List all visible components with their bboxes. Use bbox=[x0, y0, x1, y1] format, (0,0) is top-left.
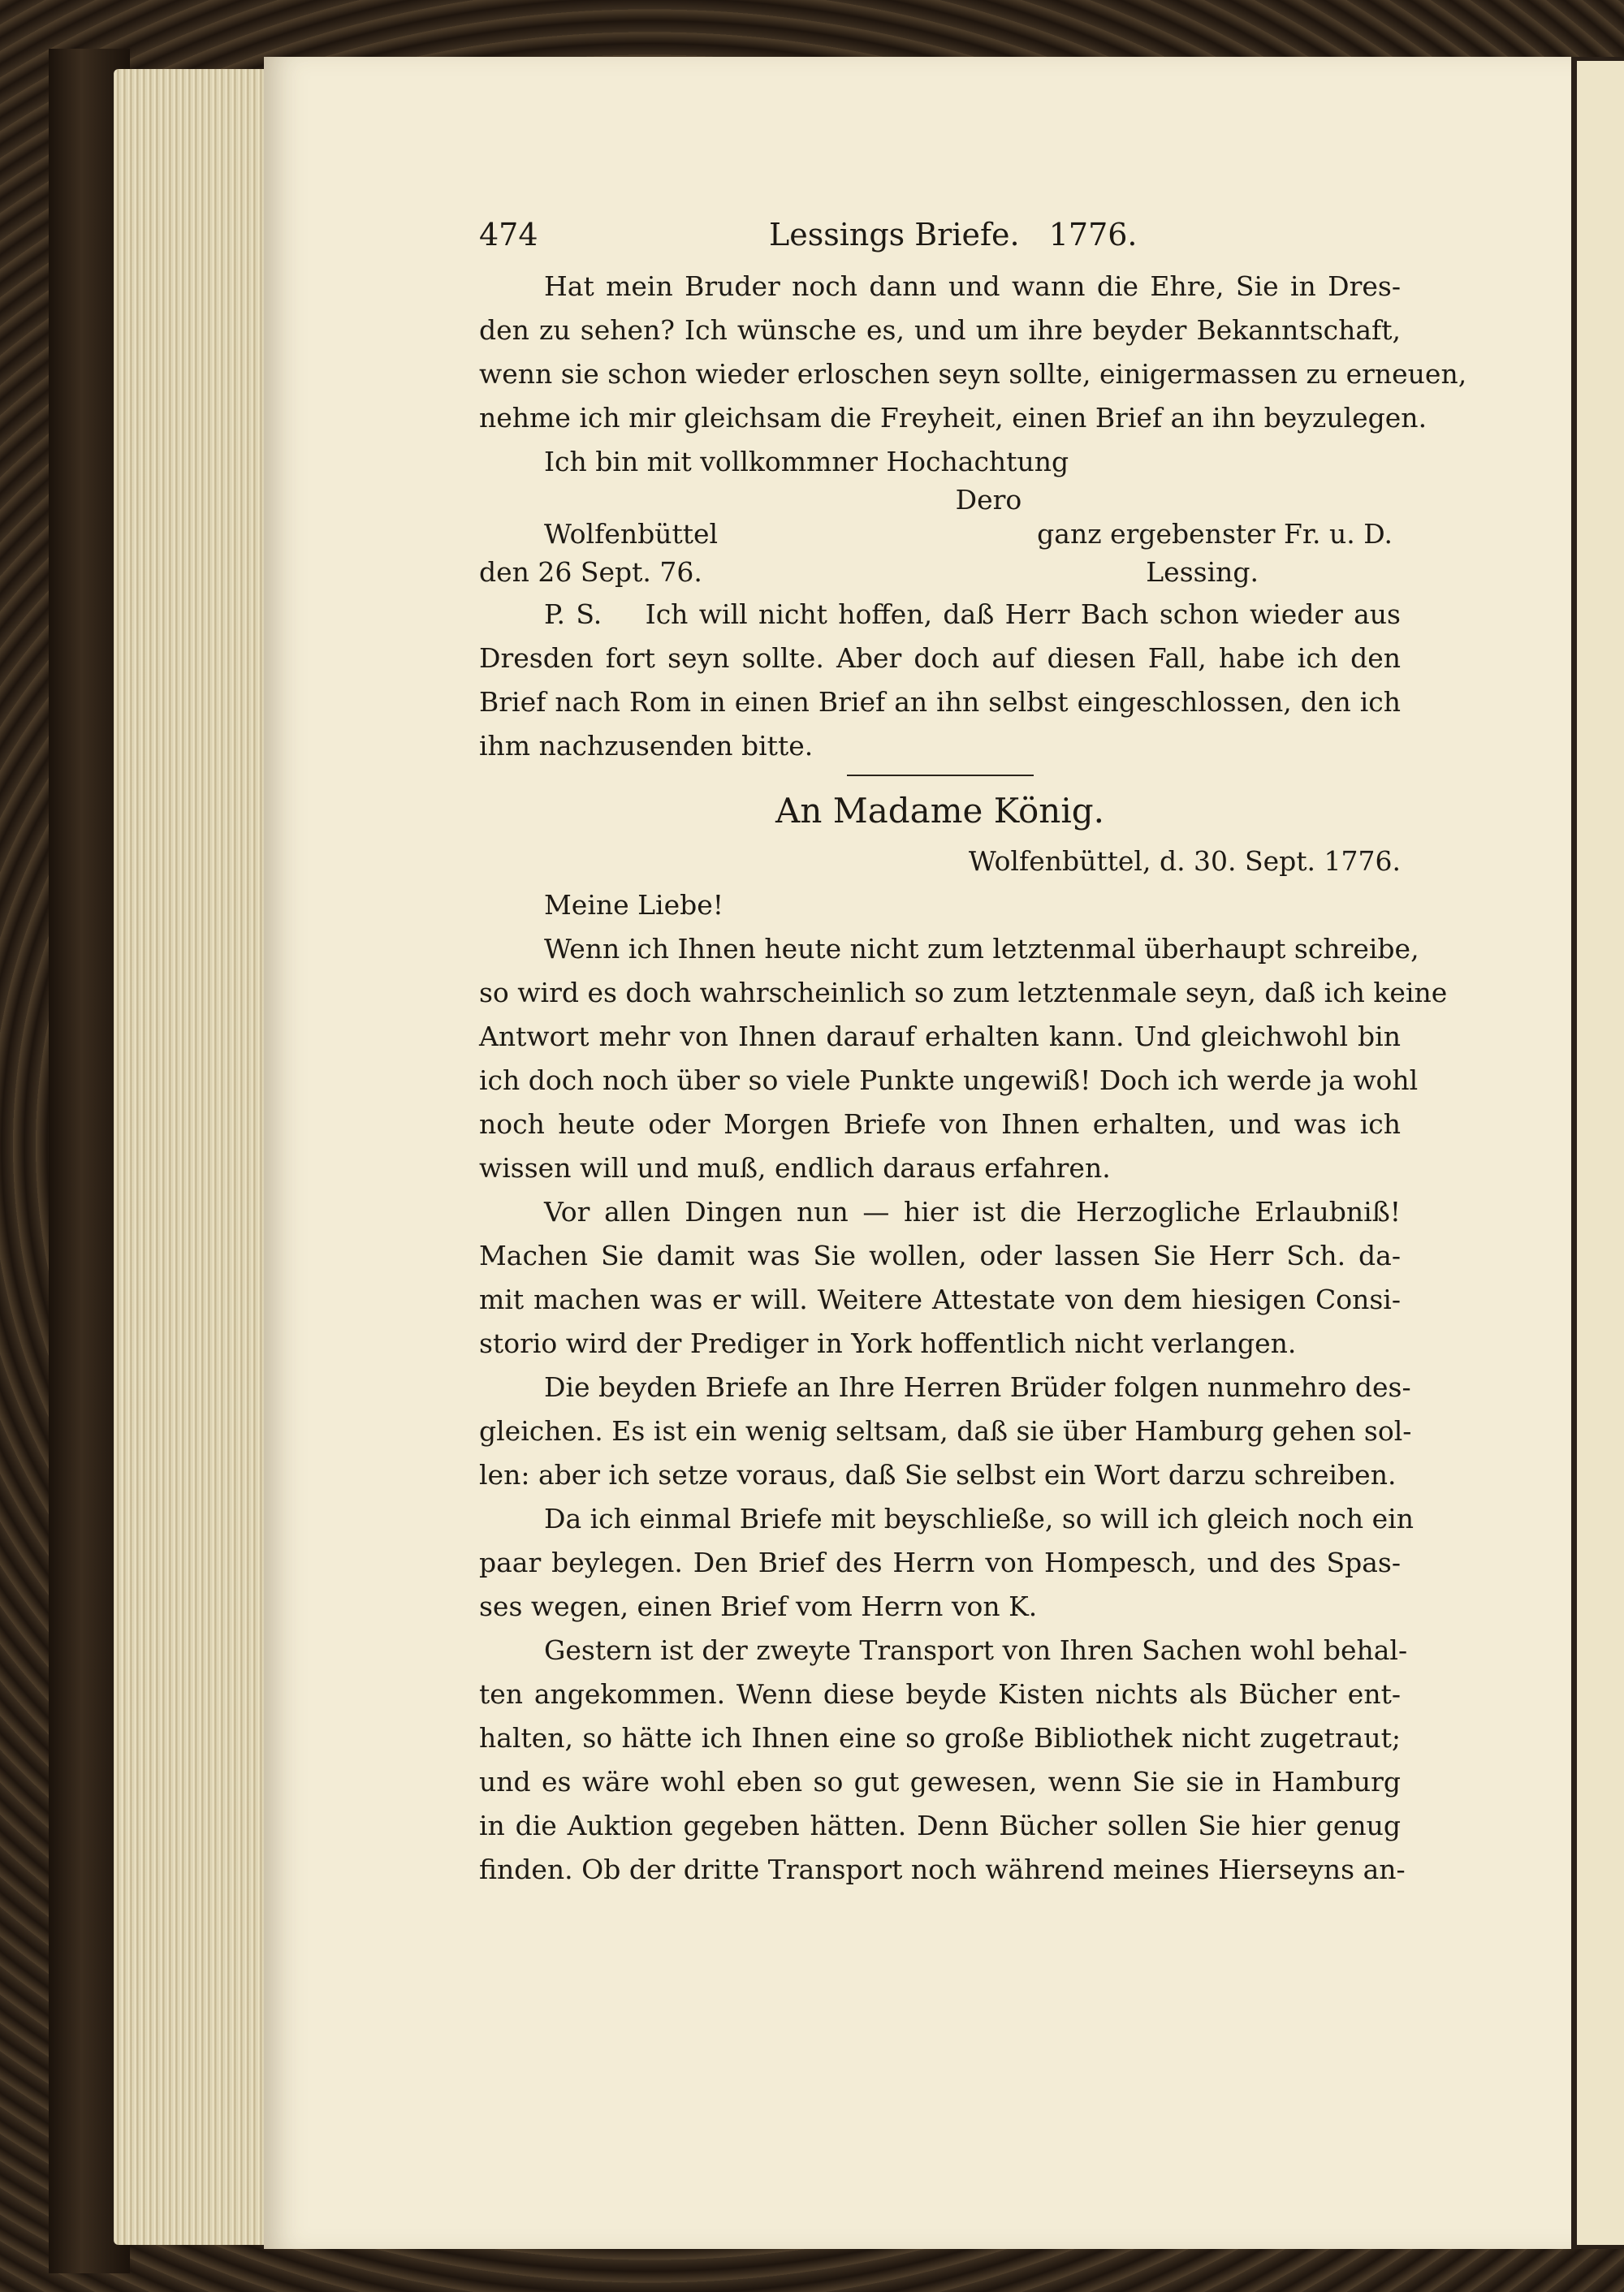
section-divider bbox=[847, 775, 1034, 776]
signoff: ganz ergebenster Fr. u. D. bbox=[1037, 518, 1393, 550]
signature-name: Lessing. bbox=[1146, 556, 1259, 588]
text-line: wenn sie schon wieder erloschen seyn sollte, einigermassen zu erneuen, bbox=[479, 358, 1467, 390]
header-year: 1776. bbox=[1048, 217, 1138, 253]
letter-heading: An Madame König. bbox=[775, 791, 1104, 831]
text-line: Gestern ist der zweyte Transport von Ihren Sachen wohl behal- bbox=[544, 1634, 1408, 1666]
dero: Dero bbox=[955, 484, 1022, 516]
page-number: 474 bbox=[479, 217, 538, 253]
text-line: ich doch noch über so viele Punkte ungewiß! Doch ich werde ja wohl bbox=[479, 1064, 1419, 1096]
text-line: Die beyden Briefe an Ihre Herren Brüder folgen nunmehro des- bbox=[544, 1371, 1411, 1403]
text-line: so wird es doch wahrscheinlich so zum letztenmale seyn, daß ich keine bbox=[479, 977, 1448, 1008]
date-row bbox=[479, 552, 1401, 593]
salutation: Meine Liebe! bbox=[544, 889, 724, 921]
text-line: mit machen was er will. Weitere Attestate von dem hiesigen Consi- bbox=[479, 1284, 1401, 1315]
ps-label: P. S. bbox=[544, 598, 603, 630]
text-line: gleichen. Es ist ein wenig seltsam, daß sie über Hamburg gehen sol- bbox=[479, 1415, 1412, 1447]
letter-date: den 26 Sept. 76. bbox=[479, 556, 702, 588]
closing-line: Ich bin mit vollkommner Hochachtung bbox=[544, 446, 1069, 477]
page-edges bbox=[114, 69, 268, 2245]
text-line: Wenn ich Ihnen heute nicht zum letztenmal überhaupt schreibe, bbox=[544, 933, 1419, 965]
text-line: paar beylegen. Den Brief des Herrn von Hompesch, und des Spas- bbox=[479, 1547, 1401, 1578]
facing-page-edge bbox=[1577, 61, 1624, 2245]
running-title: Lessings Briefe. 1776. bbox=[769, 217, 1138, 253]
postscript-line: P. S. Ich will nicht hoffen, daß Herr Bach schon wieder aus bbox=[544, 598, 1401, 630]
text-line: Brief nach Rom in einen Brief an ihn selbst eingeschlossen, den ich bbox=[479, 686, 1401, 718]
text-line: len: aber ich setze voraus, daß Sie selbst ein Wort darzu schreiben. bbox=[479, 1459, 1397, 1491]
running-header bbox=[479, 213, 1401, 257]
text-line: und es wäre wohl eben so gut gewesen, wenn Sie sie in Hamburg bbox=[479, 1766, 1401, 1798]
text-line: Hat mein Bruder noch dann und wann die Ehre, Sie in Dres- bbox=[544, 270, 1401, 302]
text-line: storio wird der Prediger in York hoffentlich nicht verlangen. bbox=[479, 1327, 1297, 1359]
text-line: halten, so hätte ich Ihnen eine so große Bibliothek nicht zugetraut; bbox=[479, 1722, 1401, 1754]
text-line: ses wegen, einen Brief vom Herrn von K. bbox=[479, 1591, 1038, 1622]
text-line: ihm nachzusenden bitte. bbox=[479, 730, 814, 762]
text-line: in die Auktion gegeben hätten. Denn Bücher sollen Sie hier genug bbox=[479, 1810, 1401, 1841]
text-line: Antwort mehr von Ihnen darauf erhalten kann. Und gleichwohl bin bbox=[479, 1021, 1401, 1052]
text-line: wissen will und muß, endlich daraus erfahren. bbox=[479, 1152, 1111, 1184]
signature-row bbox=[479, 516, 1401, 552]
text-line: noch heute oder Morgen Briefe von Ihnen erhalten, und was ich bbox=[479, 1108, 1401, 1140]
page-text bbox=[479, 213, 1467, 1892]
text-line: Dresden fort seyn sollte. Aber doch auf diesen Fall, habe ich den bbox=[479, 642, 1401, 674]
text-line: ten angekommen. Wenn diese beyde Kisten nichts als Bücher ent- bbox=[479, 1678, 1401, 1710]
text-line: finden. Ob der dritte Transport noch während meines Hierseyns an- bbox=[479, 1854, 1406, 1885]
text-line: Machen Sie damit was Sie wollen, oder lassen Sie Herr Sch. da- bbox=[479, 1240, 1401, 1271]
text-line: den zu sehen? Ich wünsche es, und um ihre beyder Bekanntschaft, bbox=[479, 314, 1401, 346]
dateline: Wolfenbüttel, d. 30. Sept. 1776. bbox=[968, 845, 1401, 877]
place: Wolfenbüttel bbox=[544, 518, 719, 550]
text-line: Vor allen Dingen nun — hier ist die Herzogliche Erlaubniß! bbox=[544, 1196, 1401, 1228]
text-line: nehme ich mir gleichsam die Freyheit, einen Brief an ihn beyzulegen. bbox=[479, 402, 1427, 434]
text-line: Da ich einmal Briefe mit beyschließe, so will ich gleich noch ein bbox=[544, 1503, 1414, 1534]
